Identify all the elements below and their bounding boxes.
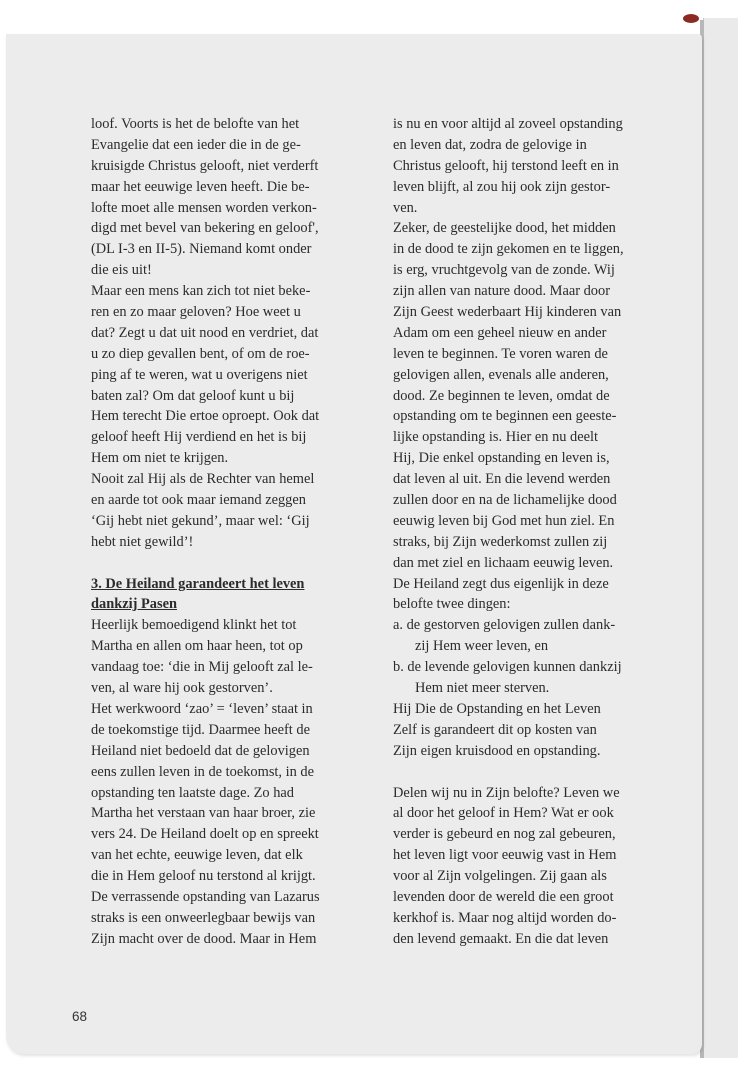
text-line: belofte twee dingen: [393,596,511,613]
text-line: Hij, Die enkel opstanding en leven is, [393,450,610,467]
text-line: de toekomstige tijd. Daarmee heeft de [91,721,310,738]
text-line: vandaag toe: ‘die in Mij gelooft zal le- [91,659,313,676]
text-line: straks is een onweerlegbaar bewijs van [91,909,316,926]
text-line: lijke opstanding is. Hier en nu deelt [393,429,599,446]
paragraph-gap [393,762,669,783]
text-line: lofte moet alle mensen worden verkon- [91,199,317,216]
text-line: levenden door de wereld die een groot [393,888,614,905]
text-line: dan met ziel en lichaam eeuwig leven. [393,554,614,571]
text-line: die eis uit! [91,262,152,279]
text-line: dat? Zegt u dat uit nood en verdriet, dat [91,324,319,341]
text-line: Zelf is garandeert dit op kosten van [393,721,597,738]
text-line: verder is gebeurd en nog zal gebeuren, [393,826,616,843]
text-line: het leven ligt voor eeuwig vast in Hem [393,847,617,864]
text-line: is nu en voor altijd al zoveel opstanding [393,116,623,132]
paragraph [91,114,367,281]
text-line: ren en zo maar geloven? Hoe weet u [91,304,301,321]
text-line: Hem terecht Die ertoe oproept. Ook dat [91,408,320,425]
text-line: Martha en allen om haar heen, tot op [91,638,303,655]
text-line: Zeker, de geestelijke dood, het midden [393,220,616,237]
bookmark-ribbon [683,14,699,23]
text-line: leven blijft, al zou hij ook zijn gestor- [393,178,611,195]
text-line: kruisigde Christus gelooft, niet verderft [91,157,319,174]
text-line: Delen wij nu in Zijn belofte? Leven we [393,784,620,801]
text-line: dat leven al uit. En die levend werden [393,471,611,488]
text-line: 3. De Heiland garandeert het leven [91,575,305,592]
text-line: Hem niet meer sterven. [415,680,550,697]
text-line: De verrassende opstanding van Lazarus [91,888,320,905]
page-number: 68 [72,1009,88,1024]
text-line: dankzij Pasen [91,596,177,613]
right-column [393,114,669,950]
text-line: Hem om niet te krijgen. [91,450,229,467]
text-line: zijn allen van nature dood. Maar door [393,283,610,300]
text-line: Zijn macht over de dood. Maar in Hem [91,930,317,947]
text-line: en aarde tot ook maar iemand zeggen [91,492,306,509]
text-line: De Heiland zegt dus eigenlijk in deze [393,575,609,592]
text-line: in de dood te zijn gekomen en te liggen, [393,241,624,258]
paragraph [91,615,367,699]
text-line: Christus gelooft, hij terstond leeft en in [393,157,619,174]
text-line: b. de levende gelovigen kunnen dankzij [393,659,622,676]
text-line: ven. [393,199,418,216]
section-heading [91,574,367,616]
list-item [393,615,669,657]
text-line: is erg, vruchtgevolg van de zonde. Wij [393,262,615,279]
list-item [393,657,669,699]
text-line: voor al Zijn volgelingen. Zij gaan als [393,868,607,885]
text-line: a. de gestorven gelovigen zullen dank- [393,617,616,634]
text-line: Maar een mens kan zich tot niet beke- [91,283,311,300]
paragraph [91,469,367,553]
text-line: loof. Voorts is het de belofte van het [91,116,300,132]
text-line: vers 24. De Heiland doelt op en spreekt [91,826,319,843]
text-line: leven te beginnen. Te voren waren de [393,345,608,362]
text-line: van het echte, eeuwige leven, dat elk [91,847,303,864]
text-line: Heiland niet bedoeld dat de gelovigen [91,742,310,759]
text-line: eens zullen leven in de toekomst, in de [91,763,314,780]
text-line: Nooit zal Hij als de Rechter van hemel [91,471,315,488]
paragraph [393,114,669,218]
text-line: geloof heeft Hij verdiend en het is bij [91,429,307,446]
text-line: kerkhof is. Maar nog altijd worden do- [393,909,617,926]
text-line: ‘Gij hebt niet gekund’, maar wel: ‘Gij [91,512,310,529]
paragraph [393,699,669,762]
text-line: u zo diep gevallen bent, of om de roe- [91,345,310,362]
text-line: ven, al ware hij ook gestorven’. [91,680,273,697]
paragraph-gap [91,553,367,574]
paragraph [91,281,367,469]
next-page-edge [703,18,738,1058]
text-line: Hij Die de Opstanding en het Leven [393,700,601,717]
text-line: zullen door en na de lichamelijke dood [393,492,617,509]
paragraph [393,783,669,950]
text-line: zij Hem weer leven, en [415,638,549,655]
text-line: straks, bij Zijn wederkomst zullen zij [393,533,608,550]
text-line: Evangelie dat een ieder die in de ge- [91,136,301,153]
paragraph [393,218,669,615]
text-line: baten zal? Om dat geloof kunt u bij [91,387,295,404]
text-line: eeuwig leven bij God met hun ziel. En [393,512,615,529]
text-line: ping af te weren, wat u overigens niet [91,366,308,383]
text-line: en leven dat, zodra de gelovige in [393,136,587,153]
text-line: hebt niet gewild’! [91,533,194,550]
text-line: Zijn Geest wederbaart Hij kinderen van [393,304,622,321]
text-line: gelovigen allen, evenals alle anderen, [393,366,609,383]
left-column [91,114,367,950]
text-line: die in Hem geloof nu terstond al krijgt. [91,868,316,885]
text-line: Zijn eigen kruisdood en opstanding. [393,742,601,759]
text-line: Martha het verstaan van haar broer, zie [91,805,316,822]
text-line: den levend gemaakt. En die dat leven [393,930,609,947]
text-line: Adam om een geheel nieuw en ander [393,324,607,341]
paragraph [91,699,367,950]
text-line: (DL I-3 en II-5). Niemand komt onder [91,241,312,258]
text-line: maar het eeuwige leven heeft. Die be- [91,178,310,195]
text-line: Het werkwoord ‘zao’ = ‘leven’ staat in [91,700,313,717]
text-line: dood. Ze beginnen te leven, omdat de [393,387,610,404]
text-line: al door het geloof in Hem? Wat er ook [393,805,614,822]
text-line: opstanding ten laatste dage. Zo had [91,784,295,801]
text-line: Heerlijk bemoedigend klinkt het tot [91,617,297,634]
text-line: opstanding om te beginnen een geeste- [393,408,617,425]
text-line: digd met bevel van bekering en geloof', [91,220,319,237]
